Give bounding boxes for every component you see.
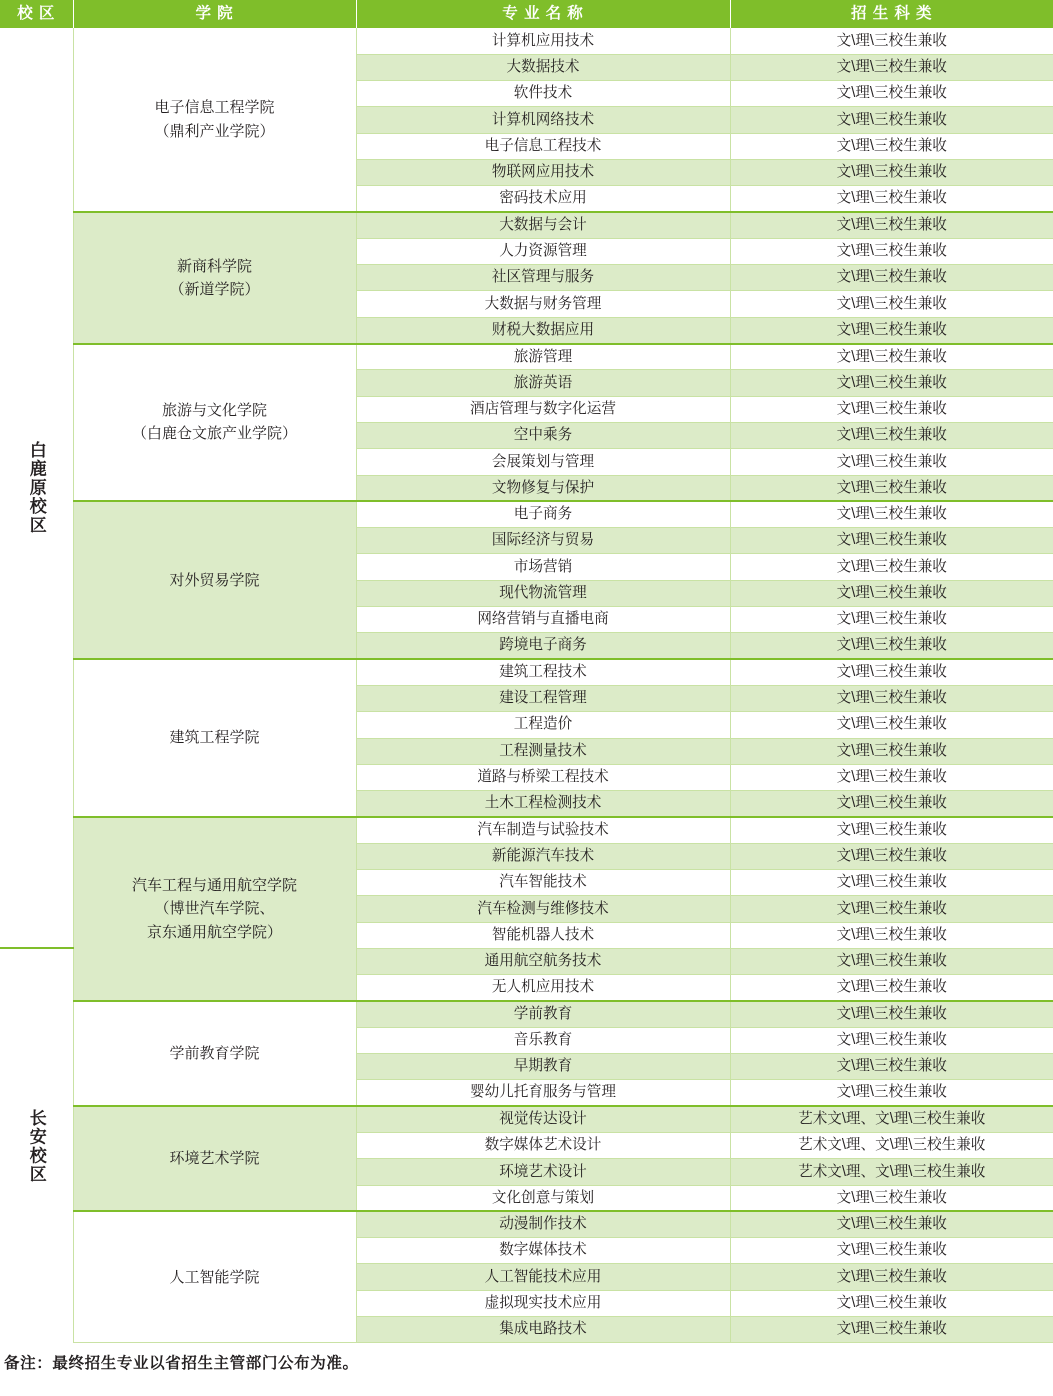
category-cell: 文\理\三校生兼收 bbox=[730, 317, 1053, 343]
table-row bbox=[0, 501, 1053, 527]
category-cell: 文\理\三校生兼收 bbox=[730, 843, 1053, 869]
table-row bbox=[0, 28, 1053, 54]
category-cell: 文\理\三校生兼收 bbox=[730, 554, 1053, 580]
college-name-line: 京东通用航空学院） bbox=[146, 923, 282, 941]
category-cell: 文\理\三校生兼收 bbox=[730, 817, 1053, 843]
college-cell bbox=[73, 28, 356, 212]
major-cell: 市场营销 bbox=[356, 554, 730, 580]
campus-label: 白鹿原校区 bbox=[26, 440, 46, 535]
category-cell: 文\理\三校生兼收 bbox=[730, 238, 1053, 264]
column-header-major: 专 业 名 称 bbox=[356, 0, 730, 28]
major-cell: 大数据与会计 bbox=[356, 212, 730, 238]
category-cell: 文\理\三校生兼收 bbox=[730, 685, 1053, 711]
campus-label: 长安校区 bbox=[26, 1108, 46, 1184]
major-cell: 建筑工程技术 bbox=[356, 659, 730, 685]
college-name-line: 对外贸易学院 bbox=[169, 571, 260, 589]
major-cell: 土木工程检测技术 bbox=[356, 791, 730, 817]
category-cell: 文\理\三校生兼收 bbox=[730, 265, 1053, 291]
college-name-line: 学前教育学院 bbox=[169, 1044, 260, 1062]
table-row bbox=[0, 817, 1053, 843]
category-cell: 文\理\三校生兼收 bbox=[730, 580, 1053, 606]
major-cell: 数字媒体艺术设计 bbox=[356, 1132, 730, 1158]
category-cell: 艺术文\理、文\理\三校生兼收 bbox=[730, 1159, 1053, 1185]
major-cell: 智能机器人技术 bbox=[356, 922, 730, 948]
major-cell: 学前教育 bbox=[356, 1001, 730, 1027]
category-cell: 文\理\三校生兼收 bbox=[730, 291, 1053, 317]
category-cell: 文\理\三校生兼收 bbox=[730, 922, 1053, 948]
column-header-college: 学 院 bbox=[73, 0, 356, 28]
category-cell: 文\理\三校生兼收 bbox=[730, 107, 1053, 133]
major-cell: 道路与桥梁工程技术 bbox=[356, 764, 730, 790]
major-cell: 汽车智能技术 bbox=[356, 870, 730, 896]
table-row bbox=[0, 344, 1053, 370]
major-cell: 网络营销与直播电商 bbox=[356, 607, 730, 633]
table-row bbox=[0, 659, 1053, 685]
major-cell: 跨境电子商务 bbox=[356, 633, 730, 659]
college-cell bbox=[73, 1211, 356, 1342]
table-body bbox=[0, 28, 1053, 1343]
college-cell bbox=[73, 1001, 356, 1106]
college-name-line: （白鹿仓文旅产业学院） bbox=[131, 425, 297, 443]
column-header-campus: 校 区 bbox=[0, 0, 73, 28]
category-cell: 文\理\三校生兼收 bbox=[730, 712, 1053, 738]
major-cell: 物联网应用技术 bbox=[356, 159, 730, 185]
major-cell: 汽车制造与试验技术 bbox=[356, 817, 730, 843]
major-cell: 社区管理与服务 bbox=[356, 265, 730, 291]
major-cell: 婴幼儿托育服务与管理 bbox=[356, 1080, 730, 1106]
category-cell: 文\理\三校生兼收 bbox=[730, 501, 1053, 527]
category-cell: 文\理\三校生兼收 bbox=[730, 449, 1053, 475]
category-cell: 文\理\三校生兼收 bbox=[730, 422, 1053, 448]
category-cell: 文\理\三校生兼收 bbox=[730, 528, 1053, 554]
category-cell: 文\理\三校生兼收 bbox=[730, 633, 1053, 659]
major-cell: 集成电路技术 bbox=[356, 1317, 730, 1343]
category-cell: 文\理\三校生兼收 bbox=[730, 1080, 1053, 1106]
college-cell bbox=[73, 212, 356, 343]
header-row bbox=[0, 0, 1053, 28]
category-cell: 文\理\三校生兼收 bbox=[730, 1054, 1053, 1080]
major-cell: 酒店管理与数字化运营 bbox=[356, 396, 730, 422]
college-name-line: 环境艺术学院 bbox=[169, 1150, 260, 1168]
major-cell: 电子商务 bbox=[356, 501, 730, 527]
campus-cell bbox=[0, 948, 73, 1342]
college-cell bbox=[73, 1106, 356, 1211]
major-cell: 数字媒体技术 bbox=[356, 1238, 730, 1264]
major-cell: 国际经济与贸易 bbox=[356, 528, 730, 554]
category-cell: 文\理\三校生兼收 bbox=[730, 1211, 1053, 1237]
college-name-line: 新商科学院 bbox=[176, 257, 252, 275]
major-cell: 软件技术 bbox=[356, 81, 730, 107]
category-cell: 文\理\三校生兼收 bbox=[730, 370, 1053, 396]
category-cell: 文\理\三校生兼收 bbox=[730, 186, 1053, 212]
category-cell: 文\理\三校生兼收 bbox=[730, 738, 1053, 764]
major-cell: 空中乘务 bbox=[356, 422, 730, 448]
major-cell: 工程测量技术 bbox=[356, 738, 730, 764]
major-cell: 视觉传达设计 bbox=[356, 1106, 730, 1132]
column-header-category: 招 生 科 类 bbox=[730, 0, 1053, 28]
college-name-line: 电子信息工程学院 bbox=[154, 99, 275, 117]
major-cell: 建设工程管理 bbox=[356, 685, 730, 711]
major-cell: 环境艺术设计 bbox=[356, 1159, 730, 1185]
category-cell: 文\理\三校生兼收 bbox=[730, 133, 1053, 159]
major-cell: 电子信息工程技术 bbox=[356, 133, 730, 159]
major-cell: 早期教育 bbox=[356, 1054, 730, 1080]
major-cell: 文化创意与策划 bbox=[356, 1185, 730, 1211]
major-cell: 新能源汽车技术 bbox=[356, 843, 730, 869]
category-cell: 文\理\三校生兼收 bbox=[730, 948, 1053, 974]
major-cell: 计算机应用技术 bbox=[356, 28, 730, 54]
category-cell: 文\理\三校生兼收 bbox=[730, 475, 1053, 501]
college-cell bbox=[73, 344, 356, 502]
category-cell: 文\理\三校生兼收 bbox=[730, 54, 1053, 80]
category-cell: 文\理\三校生兼收 bbox=[730, 975, 1053, 1001]
major-cell: 通用航空航务技术 bbox=[356, 948, 730, 974]
category-cell: 文\理\三校生兼收 bbox=[730, 212, 1053, 238]
college-name-line: （鼎利产业学院） bbox=[154, 122, 275, 140]
category-cell: 文\理\三校生兼收 bbox=[730, 344, 1053, 370]
major-cell: 音乐教育 bbox=[356, 1027, 730, 1053]
category-cell: 文\理\三校生兼收 bbox=[730, 870, 1053, 896]
campus-cell bbox=[0, 28, 73, 948]
table-row bbox=[0, 1211, 1053, 1237]
major-cell: 旅游管理 bbox=[356, 344, 730, 370]
footnote: 备注：最终招生专业以省招生主管部门公布为准。 bbox=[4, 1355, 359, 1373]
college-name-line: 人工智能学院 bbox=[169, 1268, 260, 1286]
category-cell: 文\理\三校生兼收 bbox=[730, 896, 1053, 922]
category-cell: 文\理\三校生兼收 bbox=[730, 1238, 1053, 1264]
major-cell: 动漫制作技术 bbox=[356, 1211, 730, 1237]
college-name-line: （博世汽车学院、 bbox=[154, 900, 275, 918]
college-name-line: 建筑工程学院 bbox=[169, 729, 260, 747]
category-cell: 文\理\三校生兼收 bbox=[730, 607, 1053, 633]
category-cell: 文\理\三校生兼收 bbox=[730, 1317, 1053, 1343]
category-cell: 文\理\三校生兼收 bbox=[730, 764, 1053, 790]
major-cell: 人力资源管理 bbox=[356, 238, 730, 264]
category-cell: 文\理\三校生兼收 bbox=[730, 159, 1053, 185]
category-cell: 文\理\三校生兼收 bbox=[730, 1290, 1053, 1316]
category-cell: 文\理\三校生兼收 bbox=[730, 81, 1053, 107]
major-cell: 虚拟现实技术应用 bbox=[356, 1290, 730, 1316]
table-row bbox=[0, 1106, 1053, 1132]
major-cell: 人工智能技术应用 bbox=[356, 1264, 730, 1290]
category-cell: 文\理\三校生兼收 bbox=[730, 1185, 1053, 1211]
major-cell: 旅游英语 bbox=[356, 370, 730, 396]
college-name-line: 汽车工程与通用航空学院 bbox=[131, 877, 297, 895]
category-cell: 文\理\三校生兼收 bbox=[730, 791, 1053, 817]
table-row bbox=[0, 1001, 1053, 1027]
major-cell: 密码技术应用 bbox=[356, 186, 730, 212]
college-cell bbox=[73, 501, 356, 659]
table-header bbox=[0, 0, 1053, 28]
major-cell: 现代物流管理 bbox=[356, 580, 730, 606]
category-cell: 艺术文\理、文\理\三校生兼收 bbox=[730, 1106, 1053, 1132]
college-name-line: 旅游与文化学院 bbox=[161, 402, 267, 420]
category-cell: 文\理\三校生兼收 bbox=[730, 659, 1053, 685]
college-name-line: （新道学院） bbox=[169, 280, 260, 298]
major-cell: 汽车检测与维修技术 bbox=[356, 896, 730, 922]
major-cell: 会展策划与管理 bbox=[356, 449, 730, 475]
category-cell: 艺术文\理、文\理\三校生兼收 bbox=[730, 1132, 1053, 1158]
major-cell: 工程造价 bbox=[356, 712, 730, 738]
category-cell: 文\理\三校生兼收 bbox=[730, 1001, 1053, 1027]
major-cell: 无人机应用技术 bbox=[356, 975, 730, 1001]
major-cell: 大数据与财务管理 bbox=[356, 291, 730, 317]
category-cell: 文\理\三校生兼收 bbox=[730, 28, 1053, 54]
major-cell: 大数据技术 bbox=[356, 54, 730, 80]
table-row bbox=[0, 212, 1053, 238]
category-cell: 文\理\三校生兼收 bbox=[730, 396, 1053, 422]
category-cell: 文\理\三校生兼收 bbox=[730, 1264, 1053, 1290]
college-cell bbox=[73, 659, 356, 817]
category-cell: 文\理\三校生兼收 bbox=[730, 1027, 1053, 1053]
major-cell: 计算机网络技术 bbox=[356, 107, 730, 133]
major-cell: 财税大数据应用 bbox=[356, 317, 730, 343]
major-cell: 文物修复与保护 bbox=[356, 475, 730, 501]
college-cell bbox=[73, 817, 356, 1001]
